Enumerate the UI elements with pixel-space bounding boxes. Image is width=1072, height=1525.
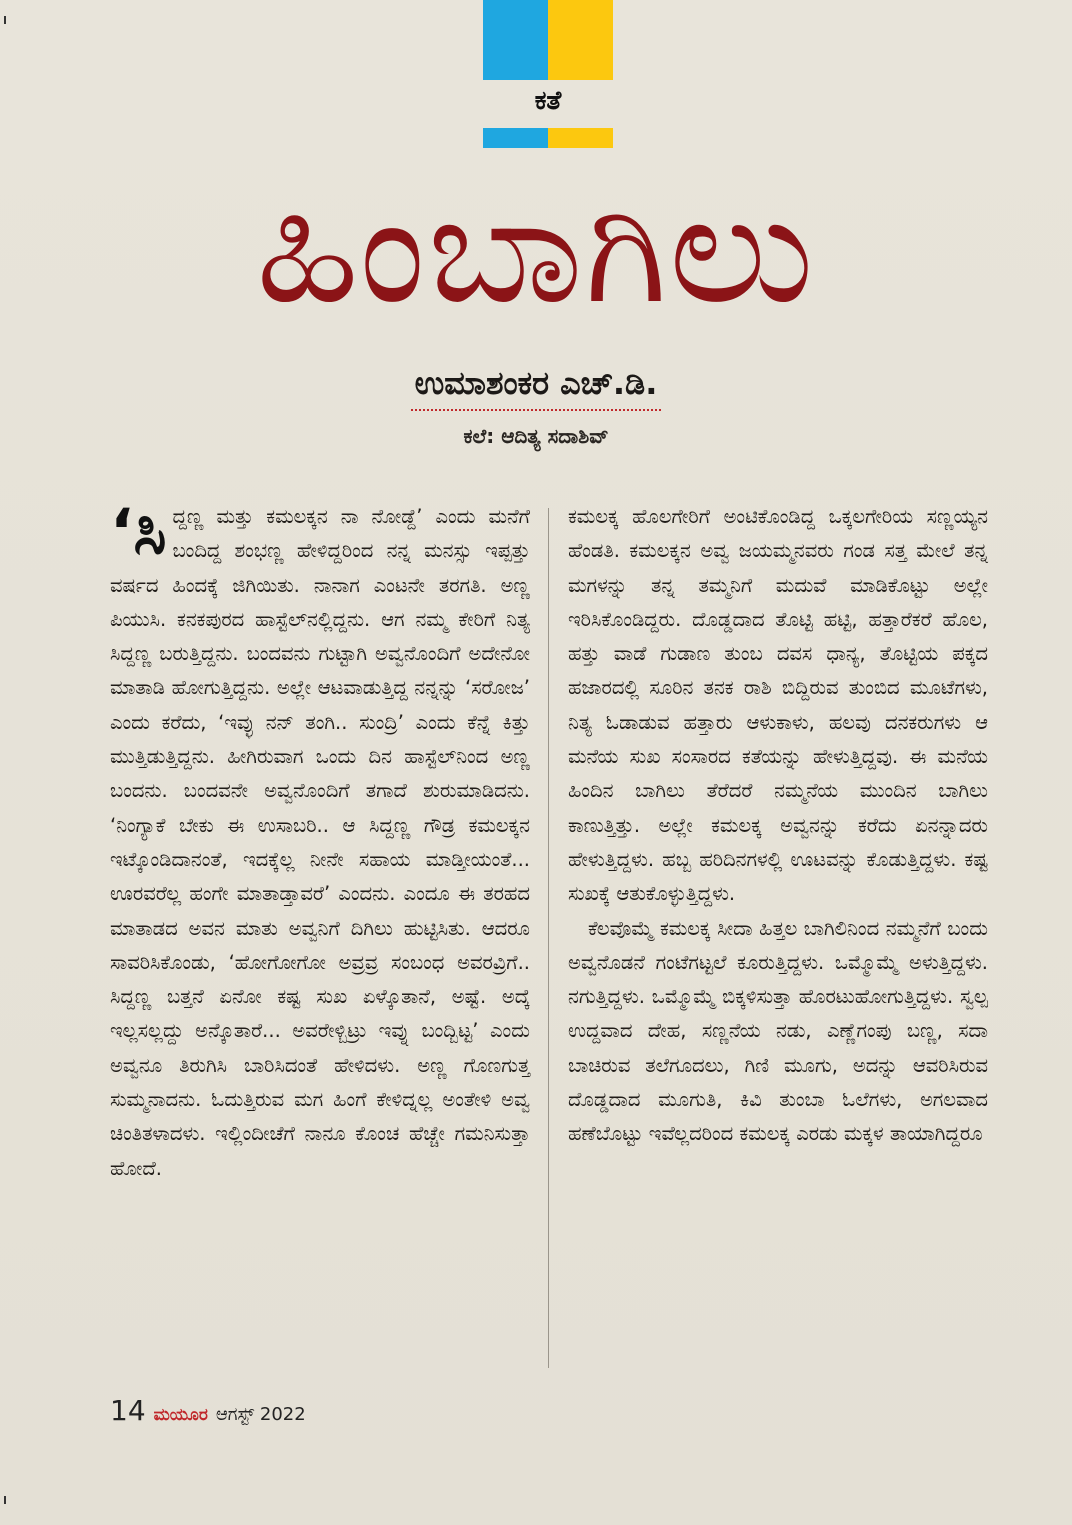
magazine-logo: ಮಯೂರ [153,1405,208,1425]
issue-date: ಆಗಸ್ಟ್ 2022 [215,1404,306,1425]
right-column [568,500,988,1152]
yellow-bar [548,128,613,148]
page-footer [110,1394,306,1427]
drop-cap: ‘ಸಿ [110,495,167,568]
crop-mark-top-left [4,16,6,24]
blue-block [483,0,548,80]
page-number: 14 [110,1394,146,1427]
left-paragraph-text: ದ್ದಣ್ಣ ಮತ್ತು ಕಮಲಕ್ಕನ ನಾ ನೋಡ್ದೆ’ ಎಂದು ಮನೆಗೆ ಬಂದಿದ್ದ ಶಂಭಣ್ಣ ಹೇಳಿದ್ದರಿಂದ ನನ್ನ ಮನಸ್ಸು ಇಪ್ಪತ್ತು ವರ್ಷದ ಹಿಂದಕ್ಕೆ ಜಿಗಿಯಿತು. ನಾನಾಗ ಎಂಟನೇ ತರಗತಿ. ಅಣ್ಣ ಪಿಯುಸಿ. ಕನಕಪುರದ ಹಾಸ್ಟೆಲ್‌ನಲ್ಲಿದ್ದನು. ಆಗ ನಮ್ಮ ಕೇರಿಗೆ ನಿತ್ಯ ಸಿದ್ದಣ್ಣ ಬರುತ್ತಿದ್ದನು. ಬಂದವನು ಗುಟ್ಟಾಗಿ ಅವ್ವನೊಂದಿಗೆ ಅದೇನೋ ಮಾತಾಡಿ ಹೋಗುತ್ತಿದ್ದನು. ಅಲ್ಲೇ ಆಟವಾಡುತ್ತಿದ್ದ ನನ್ನನ್ನು ‘ಸರೋಜ’ ಎಂದು ಕರೆದು, ‘ಇವ್ಳು ನನ್ ತಂಗಿ.. ಸುಂದ್ರಿ’ ಎಂದು ಕೆನ್ನೆ ಕಿತ್ತು ಮುತ್ತಿಡುತ್ತಿದ್ದನು. ಹೀಗಿರುವಾಗ ಒಂದು ದಿನ ಹಾಸ್ಟೆಲ್‌ನಿಂದ ಅಣ್ಣ ಬಂದನು. ಬಂದವನೇ ಅವ್ವನೊಂದಿಗೆ ತಗಾದೆ ಶುರುಮಾಡಿದನು. ‘ನಿಂಗ್ಯಾಕೆ ಬೇಕು ಈ ಉಸಾಬರಿ.. ಆ ಸಿದ್ದಣ್ಣ ಗೌಡ್ರ ಕಮಲಕ್ಕನ ಇಟ್ಕೊಂಡಿದಾನಂತೆ, ಇದಕ್ಕೆಲ್ಲ ನೀನೇ ಸಹಾಯ ಮಾಡ್ತೀಯಂತೆ... ಊರವರೆಲ್ಲ ಹಂಗೇ ಮಾತಾಡ್ತಾವರೆ’ ಎಂದನು. ಎಂದೂ ಈ ತರಹದ ಮಾತಾಡದ ಅವನ ಮಾತು ಅವ್ವನಿಗೆ ದಿಗಿಲು ಹುಟ್ಟಿಸಿತು. ಆದರೂ ಸಾವರಿಸಿಕೊಂಡು, ‘ಹೋಗೋಗೋ ಅವ್ರವ್ರ ಸಂಬಂಧ ಅವರವ್ರಿಗೆ.. ಸಿದ್ದಣ್ಣ ಬತ್ತನೆ ಏನೋ ಕಷ್ಟ ಸುಖ ಏಳ್ಕೊತಾನೆ, ಅಷ್ಟೆ. ಅದ್ಕೆ ಇಲ್ಲಸಲ್ಲದ್ದು ಅನ್ಕೊತಾರೆ... ಅವರೇಳ್ಬಿಟ್ರು ಇವ್ನು ಬಂದ್ಬಿಟ್ಟ’ ಎಂದು ಅವ್ವನೂ ತಿರುಗಿಸಿ ಬಾರಿಸಿದಂತೆ ಹೇಳಿದಳು. ಅಣ್ಣ ಗೊಣಗುತ್ತ ಸುಮ್ಮನಾದನು. ಓದುತ್ತಿರುವ ಮಗ ಹಿಂಗೆ ಕೇಳಿದ್ನಲ್ಲ ಅಂತೇಳಿ ಅವ್ವ ಚಿಂತಿತಳಾದಳು. ಇಲ್ಲಿಂದೀಚೆಗೆ ನಾನೂ ಕೊಂಚ ಹೆಚ್ಚೇ ಗಮನಿಸುತ್ತಾ ಹೋದೆ. [110,505,530,1180]
story-title: ಹಿಂಬಾಗಿಲು [256,163,816,337]
right-paragraph-2: ಕೆಲವೊಮ್ಮೆ ಕಮಲಕ್ಕ ಸೀದಾ ಹಿತ್ತಲ ಬಾಗಿಲಿನಿಂದ ನಮ್ಮನೆಗೆ ಬಂದು ಅವ್ವನೊಡನೆ ಗಂಟೆಗಟ್ಟಲೆ ಕೂರುತ್ತಿದ್ದಳು. ಒಮ್ಮೊಮ್ಮೆ ಅಳುತ್ತಿದ್ದಳು. ನಗುತ್ತಿದ್ದಳು. ಒಮ್ಮೊಮ್ಮೆ ಬಿಕ್ಕಳಿಸುತ್ತಾ ಹೊರಟುಹೋಗುತ್ತಿದ್ದಳು. ಸ್ವಲ್ಪ ಉದ್ದವಾದ ದೇಹ, ಸಣ್ಣನೆಯ ನಡು, ಎಣ್ಣೆಗಂಪು ಬಣ್ಣ, ಸದಾ ಬಾಚಿರುವ ತಲೆಗೂದಲು, ಗಿಣಿ ಮೂಗು, ಅದನ್ನು ಆವರಿಸಿರುವ ದೊಡ್ಡದಾದ ಮೂಗುತಿ, ಕಿವಿ ತುಂಬಾ ಓಲೆಗಳು, ಅಗಲವಾದ ಹಣೆಬೊಟ್ಟು ಇವೆಲ್ಲದರಿಂದ ಕಮಲಕ್ಕ ಎರಡು ಮಕ್ಕಳ ತಾಯಾಗಿದ್ದರೂ [568,916,988,1146]
blue-bar [483,128,548,148]
left-column [110,495,530,1186]
right-paragraph-1: ಕಮಲಕ್ಕ ಹೊಲಗೇರಿಗೆ ಅಂಟಿಕೊಂಡಿದ್ದ ಒಕ್ಕಲಗೇರಿಯ ಸಣ್ಣಯ್ಯನ ಹೆಂಡತಿ. ಕಮಲಕ್ಕನ ಅವ್ವ ಜಯಮ್ಮನವರು ಗಂಡ ಸತ್ತ ಮೇಲೆ ತನ್ನ ಮಗಳನ್ನು ತನ್ನ ತಮ್ಮನಿಗೆ ಮದುವೆ ಮಾಡಿಕೊಟ್ಟು ಅಲ್ಲೇ ಇರಿಸಿಕೊಂಡಿದ್ದರು. ದೊಡ್ಡದಾದ ತೊಟ್ಟಿ ಹಟ್ಟಿ, ಹತ್ತಾರೆಕರೆ ಹೊಲ, ಹತ್ತು ವಾಡೆ ಗುಡಾಣ ತುಂಬ ದವಸ ಧಾನ್ಯ, ತೊಟ್ಟಿಯ ಪಕ್ಕದ ಹಜಾರದಲ್ಲಿ ಸೂರಿನ ತನಕ ರಾಶಿ ಬಿದ್ದಿರುವ ತುಂಬಿದ ಮೂಟೆಗಳು, ನಿತ್ಯ ಓಡಾಡುವ ಹತ್ತಾರು ಆಳುಕಾಳು, ಹಲವು ದನಕರುಗಳು ಆ ಮನೆಯ ಸುಖ ಸಂಸಾರದ ಕತೆಯನ್ನು ಹೇಳುತ್ತಿದ್ದವು. ಈ ಮನೆಯ ಹಿಂದಿನ ಬಾಗಿಲು ತೆರೆದರೆ ನಮ್ಮನೆಯ ಮುಂದಿನ ಬಾಗಿಲು ಕಾಣುತ್ತಿತ್ತು. ಅಲ್ಲೇ ಕಮಲಕ್ಕ ಅವ್ವನನ್ನು ಕರೆದು ಏನನ್ನಾದರು ಹೇಳುತ್ತಿದ್ದಳು. ಹಬ್ಬ ಹರಿದಿನಗಳಲ್ಲಿ ಊಟವನ್ನು ಕೊಡುತ್ತಿದ್ದಳು. ಕಷ್ಟ ಸುಖಕ್ಕೆ ಆತುಕೊಳ್ಳುತ್ತಿದ್ದಳು. [568,505,988,906]
author-byline [0,364,1072,411]
color-block-top [483,0,613,80]
author-name: ಉಮಾಶಂಕರ ಎಚ್.ಡಿ. [411,364,662,411]
left-paragraph [110,495,530,1186]
color-block-bottom [483,128,613,148]
yellow-block [548,0,613,80]
section-label: ಕತೆ [534,86,562,116]
column-divider [548,508,549,1368]
crop-mark-bottom-left [4,1496,6,1504]
art-credit: ಕಲೆ: ಆದಿತ್ಯ ಸದಾಶಿವ್ [463,424,609,448]
section-color-blocks [483,0,613,148]
